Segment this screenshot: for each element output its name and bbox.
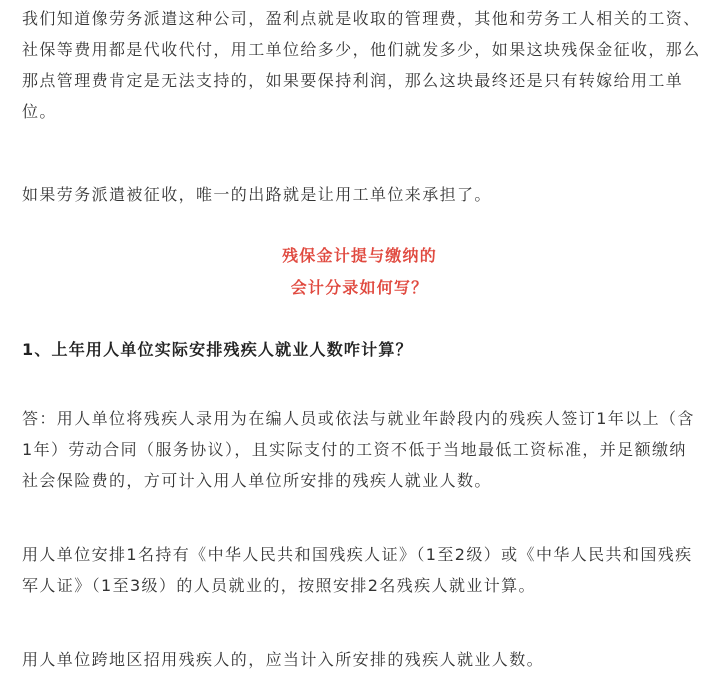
- section-heading-line-1: 残保金计提与缴纳的: [282, 246, 437, 265]
- answer-paragraph: 答：用人单位将残疾人录用为在编人员或依法与就业年龄段内的残疾人签订1年以上（含1年）劳动合同（服务协议），且实际支付的工资不低于当地最低工资标准，并足额缴纳社会保险费的，方可计入用人单位所安排的残疾人就业人数。: [22, 409, 695, 490]
- section-heading-line-2: 会计分录如何写？: [290, 278, 429, 297]
- paragraph-conclusion: 如果劳务派遣被征收，唯一的出路就是让用工单位来承担了。: [22, 185, 492, 204]
- paragraph-labor-dispatch: 我们知道像劳务派遣这种公司，盈利点就是收取的管理费，其他和劳务工人相关的工资、社保等费用都是代收代付，用工单位给多少，他们就发多少，如果这块残保金征收，那么那点管理费肯定是无法支持的，如果要保持利润，那么这块最终还是只有转嫁给用工单位。: [22, 9, 701, 121]
- paragraph-cross-region-rule: 用人单位跨地区招用残疾人的，应当计入所安排的残疾人就业人数。: [22, 650, 545, 669]
- question-heading: 1、上年用人单位实际安排残疾人就业人数咋计算？: [22, 340, 413, 359]
- paragraph-certificate-rule: 用人单位安排1名持有《中华人民共和国残疾人证》（1至2级）或《中华人民共和国残疾军人证》（1至3级）的人员就业的，按照安排2名残疾人就业计算。: [22, 545, 693, 595]
